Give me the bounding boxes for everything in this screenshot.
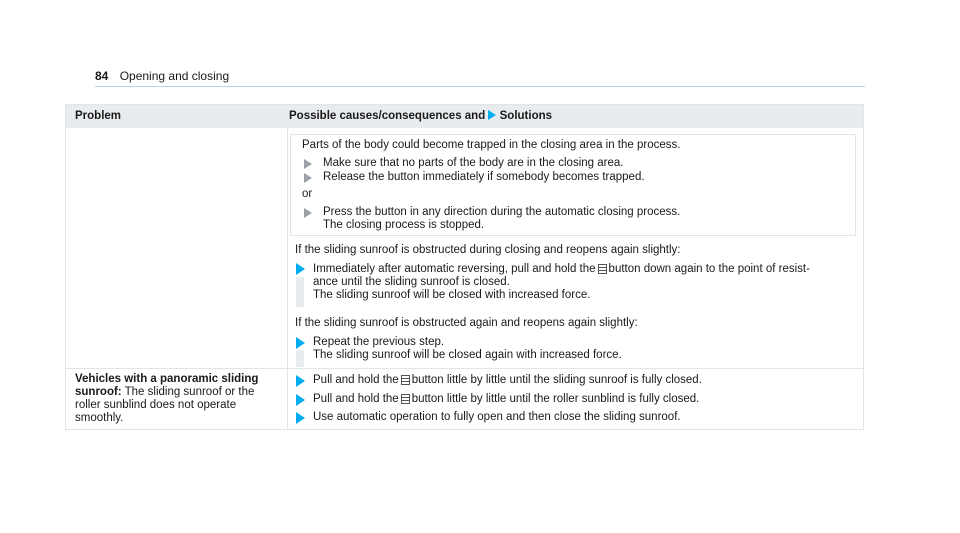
arrow-right-icon	[304, 208, 312, 218]
arrow-right-icon	[296, 337, 305, 349]
row1-paragraph-1: If the sliding sunroof is obstructed during closing and reopens again slightly:	[295, 244, 681, 256]
row2-step-3: Use automatic operation to fully open and then close the sliding sunroof.	[313, 411, 681, 423]
column-divider	[287, 128, 288, 429]
row2-problem-line-3: roller sunblind does not operate	[75, 399, 237, 411]
warning-step-3-result: The closing process is stopped.	[323, 219, 485, 231]
section-title: Opening and closing	[119, 69, 230, 83]
row2-step-1	[313, 374, 702, 387]
row2-step-2	[313, 393, 699, 406]
page-header	[95, 69, 229, 83]
arrow-right-icon	[488, 110, 496, 120]
row2-problem-line-4: smoothly.	[75, 412, 124, 424]
button-icon	[401, 375, 410, 385]
table-header	[66, 105, 863, 128]
column-header-solutions	[289, 110, 552, 122]
row2-problem-rest: The sliding sunroof or the	[121, 386, 255, 398]
warning-step-3: Press the button in any direction during the automatic closing process.	[323, 206, 681, 218]
warning-or: or	[302, 188, 313, 200]
arrow-right-icon	[296, 394, 305, 406]
row2-problem-bold: sunroof:	[75, 386, 122, 398]
page-number: 84	[95, 69, 109, 83]
row1-step-1-result: The sliding sunroof will be closed with increased force.	[313, 289, 591, 301]
button-icon	[598, 264, 607, 274]
step-bar	[296, 350, 304, 367]
step-bar	[296, 277, 304, 307]
column-header-text: Possible causes/consequences and	[289, 110, 486, 122]
arrow-right-icon	[304, 173, 312, 183]
row-divider	[66, 368, 863, 369]
button-icon	[401, 394, 410, 404]
row2-problem-line-1: Vehicles with a panoramic sliding	[75, 373, 259, 385]
row1-paragraph-2: If the sliding sunroof is obstructed again and reopens again slightly:	[295, 317, 638, 329]
row1-step-2: Repeat the previous step.	[313, 336, 445, 348]
row2-step-1-b: button little by little until the sliding sunroof is fully closed.	[411, 374, 702, 386]
row2-step-1-a: Pull and hold the	[313, 374, 399, 386]
row1-step-1	[313, 263, 810, 276]
row2-step-2-b: button little by little until the roller sunblind is fully closed.	[411, 393, 700, 405]
warning-step-1: Make sure that no parts of the body are in the closing area.	[323, 157, 624, 169]
row2-problem-line-2	[75, 386, 254, 399]
header-rule	[95, 86, 865, 87]
info-table	[65, 104, 864, 430]
arrow-right-icon	[296, 375, 305, 387]
warning-step-2: Release the button immediately if somebody becomes trapped.	[323, 171, 645, 183]
row1-step-1-b: button down again to the point of resist-	[608, 263, 810, 275]
row1-step-1-a: Immediately after automatic reversing, pull and hold the	[313, 263, 596, 275]
arrow-right-icon	[304, 159, 312, 169]
warning-intro: Parts of the body could become trapped in the closing area in the process.	[302, 139, 681, 151]
row2-step-2-a: Pull and hold the	[313, 393, 399, 405]
row1-step-1-line-2: ance until the sliding sunroof is closed.	[313, 276, 510, 288]
column-header-problem: Problem	[75, 110, 122, 122]
arrow-right-icon	[296, 263, 305, 275]
row1-step-2-result: The sliding sunroof will be closed again with increased force.	[313, 349, 622, 361]
column-header-suffix: Solutions	[499, 110, 553, 122]
arrow-right-icon	[296, 412, 305, 424]
